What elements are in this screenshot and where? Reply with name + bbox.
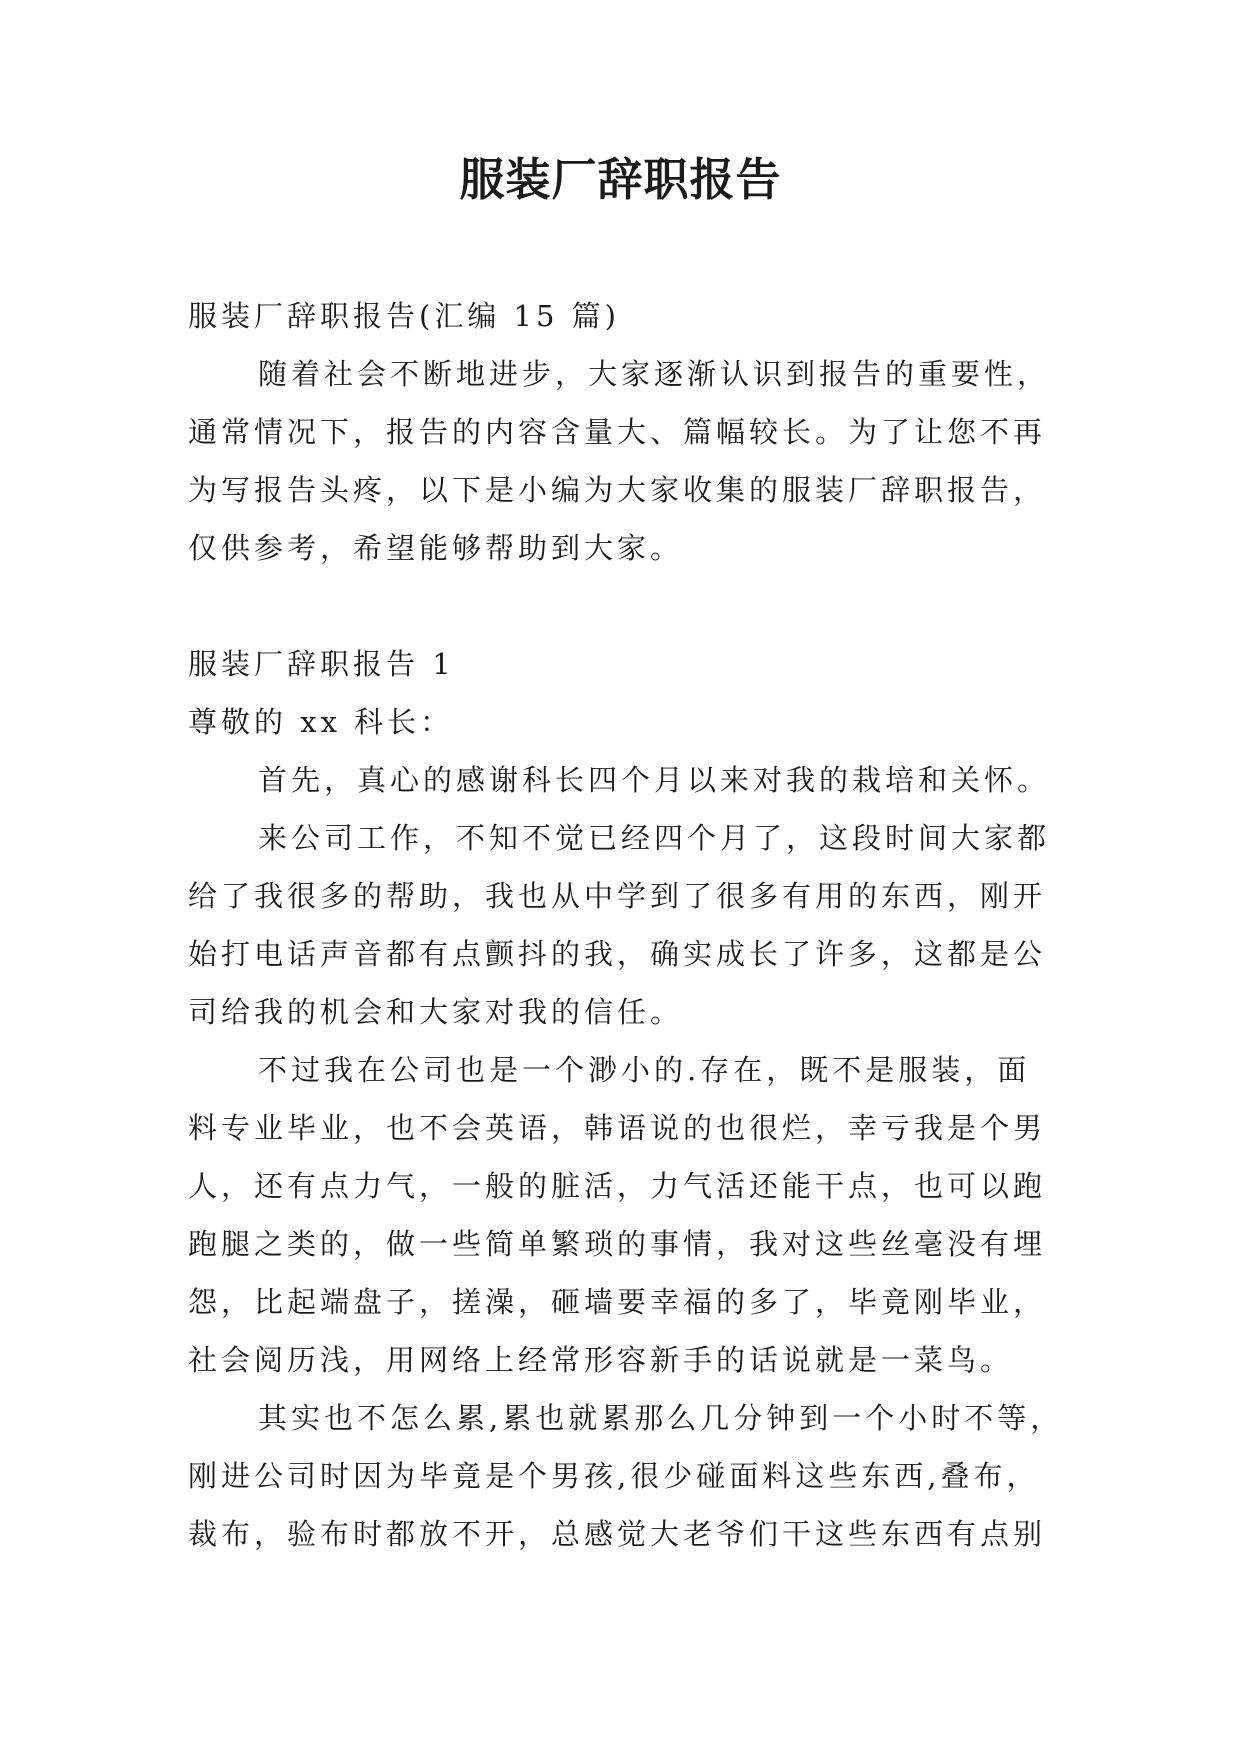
text-line: 为写报告头疼，以下是小编为大家收集的服装厂辞职报告， xyxy=(188,473,1047,507)
text-line: 刚进公司时因为毕竟是个男孩,很少碰面料这些东西,叠布， xyxy=(188,1459,1040,1493)
document-title: 服装厂辞职报告 xyxy=(459,153,782,206)
text-line: 社会阅历浅，用网络上经常形容新手的话说就是一菜鸟。 xyxy=(188,1343,1014,1377)
text-line: 裁布，验布时都放不开，总感觉大老爷们干这些东西有点别 xyxy=(188,1517,1047,1551)
text-line: 随着社会不断地进步，大家逐渐认识到报告的重要性， xyxy=(258,357,1051,391)
paragraph-4 xyxy=(188,1389,1068,1563)
text-line: 来公司工作，不知不觉已经四个月了，这段时间大家都 xyxy=(258,821,1051,855)
text-line: 料专业毕业，也不会英语，韩语说的也很烂，幸亏我是个男 xyxy=(188,1111,1047,1145)
text-line: 给了我很多的帮助，我也从中学到了很多有用的东西，刚开 xyxy=(188,879,1047,913)
text-line: 其实也不怎么累,累也就累那么几分钟到一个小时不等， xyxy=(258,1401,1064,1435)
paragraph-3 xyxy=(188,1041,1068,1389)
salutation: 尊敬的 xx 科长： xyxy=(188,705,454,739)
spacer xyxy=(188,577,1068,635)
text-line: 仅供参考，希望能够帮助到大家。 xyxy=(188,531,684,565)
text-line: 通常情况下，报告的内容含量大、篇幅较长。为了让您不再 xyxy=(188,415,1047,449)
text-line: 怨，比起端盘子，搓澡，砸墙要幸福的多了，毕竟刚毕业， xyxy=(188,1285,1047,1319)
text-line: 人，还有点力气，一般的脏活，力气活还能干点，也可以跑 xyxy=(188,1169,1047,1203)
document-body xyxy=(188,287,1068,1563)
paragraph-1: 首先，真心的感谢科长四个月以来对我的栽培和关怀。 xyxy=(258,763,1051,797)
text-line: 跑腿之类的，做一些简单繁琐的事情，我对这些丝毫没有埋 xyxy=(188,1227,1047,1261)
intro-paragraph xyxy=(188,345,1068,577)
paragraph-2 xyxy=(188,809,1068,1041)
text-line: 始打电话声音都有点颤抖的我，确实成长了许多，这都是公 xyxy=(188,937,1047,971)
document-subtitle: 服装厂辞职报告(汇编 15 篇) xyxy=(188,299,620,333)
section-heading: 服装厂辞职报告 1 xyxy=(188,647,455,681)
text-line: 不过我在公司也是一个渺小的.存在，既不是服装，面 xyxy=(258,1053,1031,1087)
text-line: 司给我的机会和大家对我的信任。 xyxy=(188,995,684,1029)
